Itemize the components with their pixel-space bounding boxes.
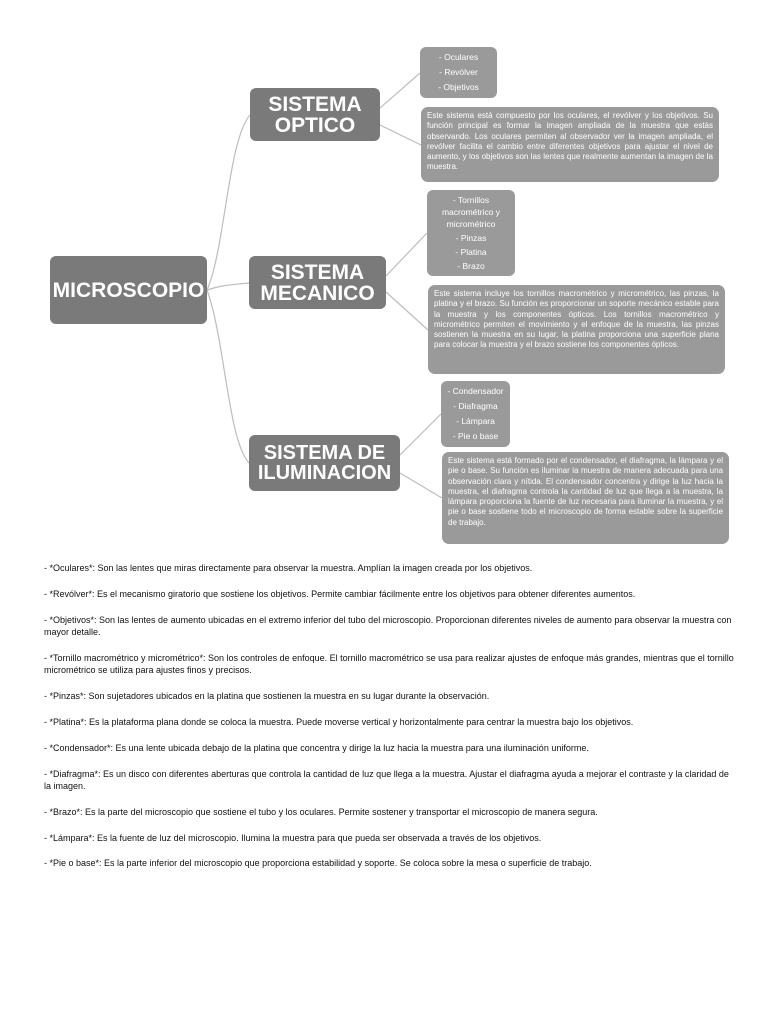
connector-optico-parts — [380, 73, 420, 108]
definition-item: - *Revólver*: Es el mecanismo giratorio que sostiene los objetivos. Permite cambiar fácilmente entre los objetivos para obtener diferentes aumentos. — [44, 588, 636, 599]
definition-item: - *Objetivos*: Son las lentes de aumento ubicadas en el extremo inferior del tubo del microscopio. Proporcionan diferentes niveles de aumento para observar la muestra con mayor detalle. — [44, 614, 732, 638]
parts-list-mecanico — [427, 190, 515, 276]
connector-mecanico-desc — [386, 292, 428, 330]
description-text: Este sistema está formado por el condensador, el diafragma, la lámpara y el pie o base. Su función es iluminar la muestra de manera adecuada para una observación clara y nítida. El condensador concentra y dirige la luz hacia la muestra, el diafragma controla la cantidad de luz que llega a la muestra, la lámpara proporciona la fuente de luz necesaria para iluminar la muestra, y el pie o base sostiene todo el microscopio de forma estable sobre la superficie de trabajo. — [448, 456, 723, 527]
parts-list-iluminacion — [441, 381, 510, 447]
part-item: - Pinzas — [455, 233, 487, 243]
part-item: - Pie o base — [452, 431, 499, 441]
system-node-optico — [250, 88, 380, 141]
description-iluminacion — [442, 452, 729, 544]
definition-item: - *Pie o base*: Es la parte inferior del microscopio que proporciona estabilidad y soporte. Se coloca sobre la mesa o superficie de trabajo. — [44, 858, 592, 869]
connector-ilum-parts — [400, 414, 441, 455]
description-optico — [421, 107, 719, 182]
connector-root-optico — [207, 115, 250, 290]
part-item: - Diafragma — [453, 401, 498, 411]
system-title-line: ILUMINACION — [257, 462, 392, 484]
description-text: Este sistema incluye los tornillos macrométrico y micrométrico, las pinzas, la platina y el brazo. Su función es proporcionar un soporte mecánico estable para la muestra y los componentes ópticos. Los tornillos macrométrico y micrométrico permiten el movimiento y el enfoque de la muestra, las pinzas sostienen la muestra en su lugar, la platina proporciona una superficie plana para colocar la muestra y el brazo sostiene los componentes ópticos. — [434, 289, 719, 350]
system-title-line: SISTEMA — [270, 260, 365, 284]
definition-item: - *Lámpara*: Es la fuente de luz del microscopio. Ilumina la muestra para que pueda ser observada a través de los objetivos. — [44, 832, 542, 843]
part-item: - Objetivos — [438, 82, 479, 92]
definition-item: - *Pinzas*: Son sujetadores ubicados en la platina que sostienen la muestra en su lugar durante la observación. — [44, 691, 490, 702]
system-title-line: MECANICO — [260, 281, 375, 305]
root-node-microscopio — [50, 256, 207, 324]
part-item: - Lámpara — [456, 416, 495, 426]
description-mecanico — [428, 285, 725, 374]
definition-item: - *Condensador*: Es una lente ubicada debajo de la platina que concentra y dirige la luz hacia la muestra para una iluminación uniforme. — [44, 742, 589, 753]
definition-item: - *Oculares*: Son las lentes que miras directamente para observar la muestra. Amplían la imagen creada por los objetivos. — [44, 563, 533, 573]
connector-root-mecanico — [207, 283, 249, 290]
system-node-mecanico — [249, 256, 386, 309]
definition-item: - *Diafragma*: Es un disco con diferentes aberturas que controla la cantidad de luz que llega a la muestra. Ajustar el diafragma ayuda a mejorar el contraste y la claridad de la imagen. — [44, 768, 729, 792]
part-item: - Platina — [455, 247, 487, 257]
connector-optico-desc — [380, 125, 421, 145]
system-title-line: OPTICO — [274, 113, 356, 137]
part-item: - Brazo — [457, 261, 485, 271]
definitions-list — [44, 562, 734, 883]
definition-item: - *Platina*: Es la plataforma plana donde se coloca la muestra. Puede moverse vertical y horizontalmente para centrar la muestra bajo los objetivos. — [44, 716, 634, 727]
connector-ilum-desc — [400, 473, 442, 498]
parts-list-optico — [420, 47, 497, 98]
description-text: Este sistema está compuesto por los oculares, el revólver y los objetivos. Su función principal es formar la imagen ampliada de la muestra que estás observando. Los oculares permiten al observador ver la imagen ampliada, el revólver facilita el cambio entre diferentes objetivos para ajustar el nivel de aumento, y los objetivos son las lentes que realmente aumentan la imagen de la muestra. — [427, 111, 713, 172]
system-title-line: SISTEMA DE — [263, 442, 386, 464]
connector-mecanico-parts — [386, 233, 427, 276]
definition-item: - *Tornillo macrométrico y micrométrico*: Son los controles de enfoque. El tornillo macrométrico se usa para realizar ajustes de enfoque más grandes, mientras que el tornillo micrométrico se utiliza para ajustes finos y precisos. — [44, 652, 734, 676]
root-node-label: MICROSCOPIO — [52, 278, 205, 302]
part-item: - Tornillos macrométrico y micrométrico — [441, 195, 501, 229]
part-item: - Oculares — [438, 52, 479, 62]
definition-item: - *Brazo*: Es la parte del microscopio que sostiene el tubo y los oculares. Permite sostener y transportar el microscopio de manera segura. — [44, 806, 598, 817]
system-title-line: SISTEMA — [268, 92, 362, 116]
connector-root-ilum — [207, 290, 249, 463]
system-node-iluminacion — [249, 435, 400, 491]
part-item: - Revólver — [439, 67, 478, 77]
part-item: - Condensador — [447, 386, 504, 396]
